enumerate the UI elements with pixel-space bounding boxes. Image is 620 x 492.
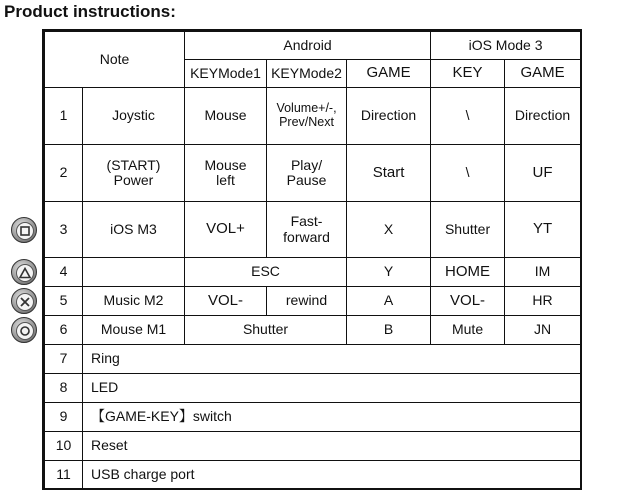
- triangle-button-icon: [11, 259, 37, 285]
- instructions-table: [44, 31, 581, 490]
- row-keymode2-line1: Play/: [290, 156, 323, 173]
- row-number: 7: [45, 345, 83, 374]
- row-note: iOS M3: [83, 202, 185, 258]
- row-android-span: Shutter: [185, 316, 347, 345]
- row-keymode1-line2: left: [216, 172, 235, 188]
- row-game: Direction: [347, 88, 431, 145]
- row-key: \: [431, 145, 505, 202]
- table-row: [45, 403, 581, 432]
- table-row: [45, 432, 581, 461]
- header-keymode2: KEYMode2: [267, 60, 347, 88]
- table-row: [45, 202, 581, 258]
- table-row: [45, 461, 581, 490]
- row-keymode2: [267, 145, 347, 202]
- table-row: [45, 145, 581, 202]
- header-ios-game: GAME: [505, 60, 581, 88]
- row-game: Y: [347, 258, 431, 287]
- row-note: [83, 145, 185, 202]
- row-keymode1: VOL+: [185, 202, 267, 258]
- header-row-1: [45, 32, 581, 60]
- row-note-line1: (START): [106, 156, 161, 173]
- row-keymode2-line2: Prev/Next: [279, 115, 334, 129]
- table-row: [45, 316, 581, 345]
- row-number: 6: [45, 316, 83, 345]
- header-android: Android: [185, 32, 431, 60]
- row-key: HOME: [431, 258, 505, 287]
- table-row: [45, 287, 581, 316]
- row-keymode1-line1: Mouse: [204, 156, 247, 173]
- row-key: \: [431, 88, 505, 145]
- row-label: Ring: [83, 345, 581, 374]
- x-icon: [16, 293, 34, 311]
- row-label: USB charge port: [83, 461, 581, 490]
- row-ios-game: IM: [505, 258, 581, 287]
- row-note: Music M2: [83, 287, 185, 316]
- row-note: Joystic: [83, 88, 185, 145]
- row-android-span: ESC: [185, 258, 347, 287]
- row-ios-game: UF: [505, 145, 581, 202]
- row-game: B: [347, 316, 431, 345]
- header-game: GAME: [347, 60, 431, 88]
- row-number: 10: [45, 432, 83, 461]
- row-keymode1: Mouse: [185, 88, 267, 145]
- row-ios-game: Direction: [505, 88, 581, 145]
- row-keymode2-line2: Pause: [286, 172, 327, 188]
- row-number: 9: [45, 403, 83, 432]
- row-number: 4: [45, 258, 83, 287]
- row-label: Reset: [83, 432, 581, 461]
- row-game: Start: [347, 145, 431, 202]
- row-note: [83, 258, 185, 287]
- row-game: X: [347, 202, 431, 258]
- row-number: 1: [45, 88, 83, 145]
- row-ios-game: JN: [505, 316, 581, 345]
- row-note-line2: Power: [113, 172, 154, 188]
- row-label: LED: [83, 374, 581, 403]
- square-icon: [16, 222, 34, 240]
- row-number: 11: [45, 461, 83, 490]
- row-keymode1: [185, 145, 267, 202]
- header-note: Note: [45, 32, 185, 88]
- triangle-icon: [16, 264, 34, 282]
- page-title: Product instructions:: [4, 2, 176, 21]
- row-key: Shutter: [431, 202, 505, 258]
- row-ios-game: HR: [505, 287, 581, 316]
- table-row: [45, 258, 581, 287]
- x-button-icon: [11, 288, 37, 314]
- row-keymode2: [267, 88, 347, 145]
- row-number: 2: [45, 145, 83, 202]
- square-button-icon: [11, 217, 37, 243]
- row-number: 3: [45, 202, 83, 258]
- circle-button-icon: [11, 317, 37, 343]
- row-number: 5: [45, 287, 83, 316]
- row-keymode2: [267, 202, 347, 258]
- row-keymode2-line2: forward: [283, 228, 330, 245]
- row-label: 【GAME-KEY】switch: [83, 403, 581, 432]
- row-key: Mute: [431, 316, 505, 345]
- table-row: [45, 345, 581, 374]
- row-ios-game: YT: [505, 202, 581, 258]
- header-ios: iOS Mode 3: [431, 32, 581, 60]
- row-keymode2-line1: Fast-: [290, 213, 323, 230]
- row-keymode2: rewind: [267, 287, 347, 316]
- table-row: [45, 374, 581, 403]
- row-key: VOL-: [431, 287, 505, 316]
- row-number: 8: [45, 374, 83, 403]
- header-key: KEY: [431, 60, 505, 88]
- circle-icon: [16, 322, 34, 340]
- row-keymode1: VOL-: [185, 287, 267, 316]
- table-row: [45, 88, 581, 145]
- row-game: A: [347, 287, 431, 316]
- row-note: Mouse M1: [83, 316, 185, 345]
- header-keymode1: KEYMode1: [185, 60, 267, 88]
- row-keymode2-line1: Volume+/-,: [276, 101, 337, 116]
